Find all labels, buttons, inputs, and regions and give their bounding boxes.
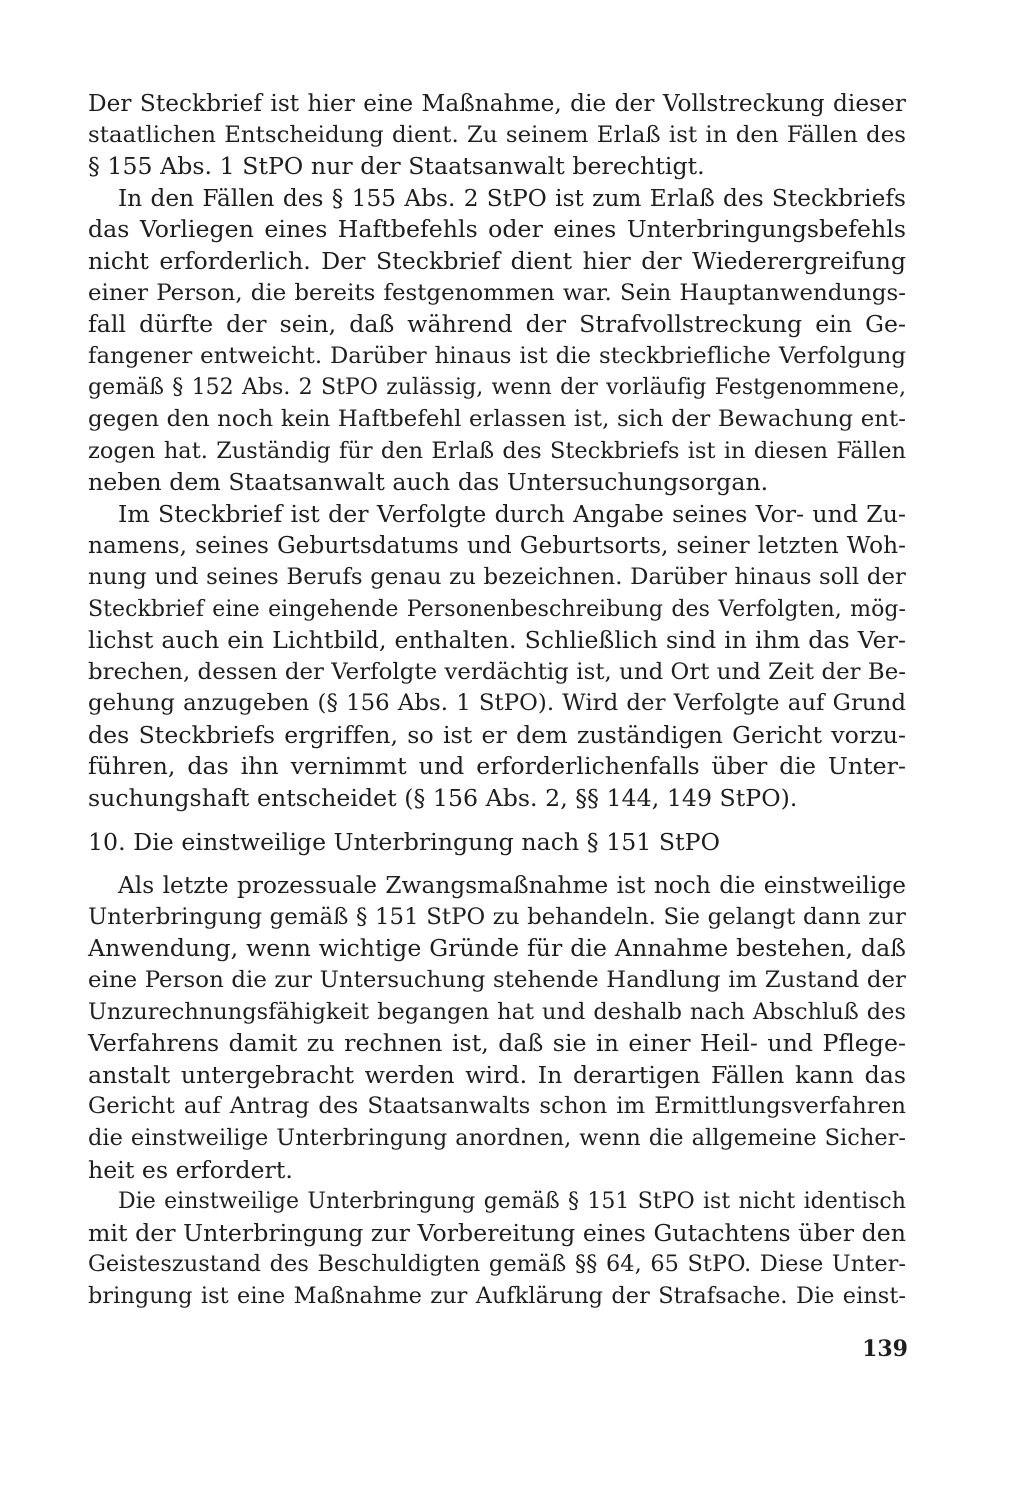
text-line: Verfahrens damit zu rechnen ist, daß sie in einer Heil- und Pflege- xyxy=(88,1029,906,1058)
text-line: eine Person die zur Untersuchung stehende Handlung im Zustand der xyxy=(88,967,906,994)
text-line: gehung anzugeben (§ 156 Abs. 1 StPO). Wird der Verfolgte auf Grund xyxy=(88,690,906,717)
body-text xyxy=(88,88,906,1313)
text-line: nicht erforderlich. Der Steckbrief dient hier der Wiederergreifung xyxy=(88,246,906,275)
text-line: einer Person, die bereits festgenommen war. Sein Hauptanwendungs- xyxy=(88,279,906,306)
text-line: Steckbrief eine eingehende Personenbeschreibung des Verfolgten, mög- xyxy=(88,596,906,622)
spacer xyxy=(88,858,906,870)
paragraph-1 xyxy=(88,88,906,183)
text-line: neben dem Staatsanwalt auch das Untersuchungsorgan. xyxy=(88,468,769,497)
paragraph-4 xyxy=(88,870,906,1186)
text-line: Als letzte prozessuale Zwangsmaßnahme ist noch die einstweilige xyxy=(118,872,906,900)
paragraph-3 xyxy=(88,499,906,815)
text-line: Im Steckbrief ist der Verfolgte durch Angabe seines Vor- und Zu- xyxy=(118,499,906,528)
text-line: führen, das ihn vernimmt und erforderlichenfalls über die Unter- xyxy=(88,752,906,781)
page-number: 139 xyxy=(862,1336,908,1362)
paragraph-5 xyxy=(88,1186,906,1312)
text-line: nung und seines Berufs genau zu bezeichnen. Darüber hinaus soll der xyxy=(88,563,906,590)
text-line: § 155 Abs. 1 StPO nur der Staatsanwalt berechtigt. xyxy=(88,152,705,181)
text-line: lichst auch ein Lichtbild, enthalten. Schließlich sind in ihm das Ver- xyxy=(88,626,906,655)
text-line: das Vorliegen eines Haftbefehls oder eines Unterbringungsbefehls xyxy=(88,215,906,244)
section-heading: 10. Die einstweilige Unterbringung nach § 151 StPO xyxy=(88,827,720,856)
text-line: zogen hat. Zuständig für den Erlaß des Steckbriefs ist in diesen Fällen xyxy=(88,437,906,464)
text-line: Anwendung, wenn wichtige Gründe für die Annahme bestehen, daß xyxy=(88,934,906,963)
text-line: Der Steckbrief ist hier eine Maßnahme, die der Vollstreckung dieser xyxy=(88,90,906,117)
text-line: staatlichen Entscheidung dient. Zu seinem Erlaß ist in den Fällen des xyxy=(88,121,906,148)
text-line: bringung ist eine Maßnahme zur Aufklärung der Strafsache. Die einst- xyxy=(88,1282,906,1309)
text-line: die einstweilige Unterbringung anordnen, wenn die allgemeine Sicher- xyxy=(88,1125,906,1151)
text-line: gegen den noch kein Haftbefehl erlassen ist, sich der Bewachung ent- xyxy=(88,405,906,432)
text-line: heit es erfordert. xyxy=(88,1155,293,1184)
text-line: mit der Unterbringung zur Vorbereitung eines Gutachtens über den xyxy=(88,1218,906,1247)
text-line: Geisteszustand des Beschuldigten gemäß §§ 64, 65 StPO. Diese Unter- xyxy=(88,1251,906,1278)
paragraph-2 xyxy=(88,183,906,499)
spacer xyxy=(88,815,906,827)
text-line: Unzurechnungsfähigkeit begangen hat und deshalb nach Abschluß des xyxy=(88,998,906,1025)
text-line: fall dürfte der sein, daß während der Strafvollstreckung ein Ge- xyxy=(88,310,906,339)
text-line: Unterbringung gemäß § 151 StPO zu behandeln. Sie gelangt dann zur xyxy=(88,903,906,930)
text-line: In den Fällen des § 155 Abs. 2 StPO ist zum Erlaß des Steckbriefs xyxy=(118,184,906,212)
text-line: Gericht auf Antrag des Staatsanwalts schon im Ermittlungsverfahren xyxy=(88,1093,906,1120)
text-line: fangener entweicht. Darüber hinaus ist die steckbriefliche Verfolgung xyxy=(88,342,906,369)
text-line: Die einstweilige Unterbringung gemäß § 151 StPO ist nicht identisch xyxy=(118,1189,906,1215)
text-line: anstalt untergebracht werden wird. In derartigen Fällen kann das xyxy=(88,1060,906,1089)
text-line: des Steckbriefs ergriffen, so ist er dem zuständigen Gericht vorzu- xyxy=(88,720,906,749)
text-line: brechen, dessen der Verfolgte verdächtig ist, und Ort und Zeit der Be- xyxy=(88,658,906,685)
text-line: suchungshaft entscheidet (§ 156 Abs. 2, §§ 144, 149 StPO). xyxy=(88,784,798,813)
text-line: namens, seines Geburtsdatums und Geburtsorts, seiner letzten Woh- xyxy=(88,532,906,560)
text-line: gemäß § 152 Abs. 2 StPO zulässig, wenn der vorläufig Festgenommene, xyxy=(88,375,906,401)
